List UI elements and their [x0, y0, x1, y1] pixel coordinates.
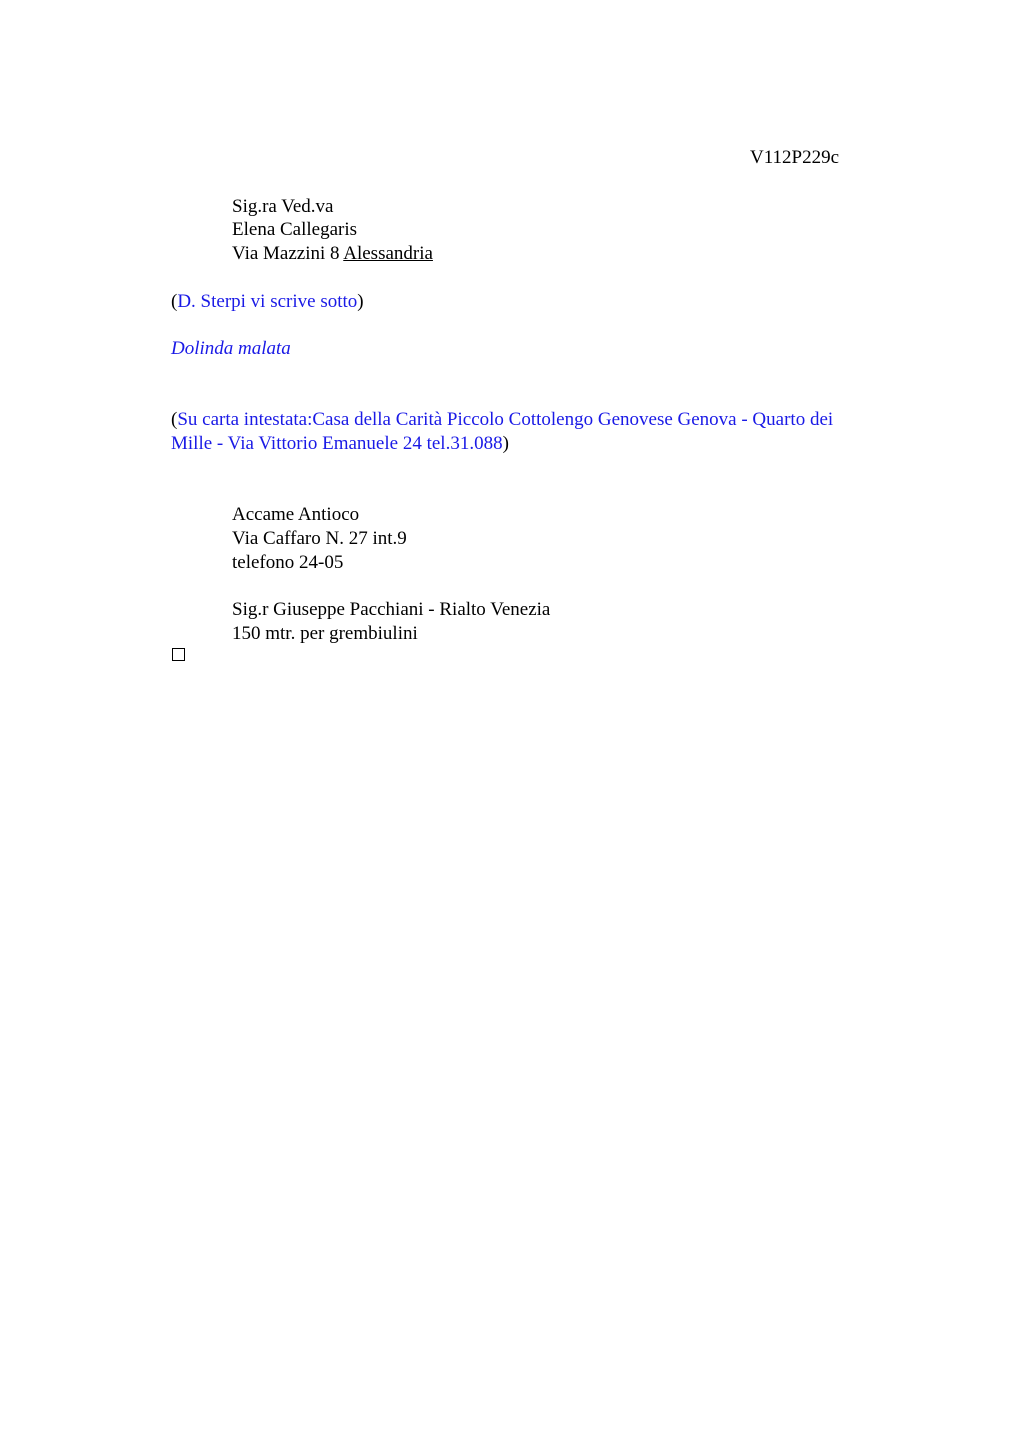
letterhead-close-paren: ) — [502, 433, 509, 454]
editorial-note-sterpi — [171, 290, 364, 314]
note-close-paren: ) — [357, 291, 364, 312]
note-dolinda: Dolinda malata — [171, 338, 291, 359]
letterhead-note-line2 — [171, 432, 509, 456]
recipient-name: Elena Callegaris — [232, 219, 358, 240]
letterhead-text-line2: Mille - Via Vittorio Emanuele 24 tel.31.088 — [171, 433, 503, 454]
note-text: D. Sterpi vi scrive sotto — [177, 291, 358, 312]
contact2-name: Sig.r Giuseppe Pacchiani - Rialto Venezia — [232, 599, 551, 620]
note-open-paren: ( — [171, 291, 178, 312]
contact1-address: Via Caffaro N. 27 int.9 — [232, 528, 407, 549]
recipient-city: Alessandria — [343, 243, 433, 264]
recipient-title: Sig.ra Ved.va — [232, 196, 334, 217]
contact1-phone: telefono 24-05 — [232, 552, 344, 573]
letterhead-text-line1: Su carta intestata:Casa della Carità Piccolo Cottolengo Genovese Genova - Quarto dei — [177, 409, 834, 430]
letterhead-note-line1 — [171, 408, 833, 432]
contact1-name: Accame Antioco — [232, 504, 360, 525]
contact2-order: 150 mtr. per grembiulini — [232, 623, 418, 644]
document-id: V112P229c — [750, 147, 840, 168]
recipient-address — [232, 242, 433, 266]
empty-square-icon — [172, 648, 185, 661]
letterhead-open-paren: ( — [171, 409, 178, 430]
recipient-street: Via Mazzini 8 — [232, 243, 344, 264]
